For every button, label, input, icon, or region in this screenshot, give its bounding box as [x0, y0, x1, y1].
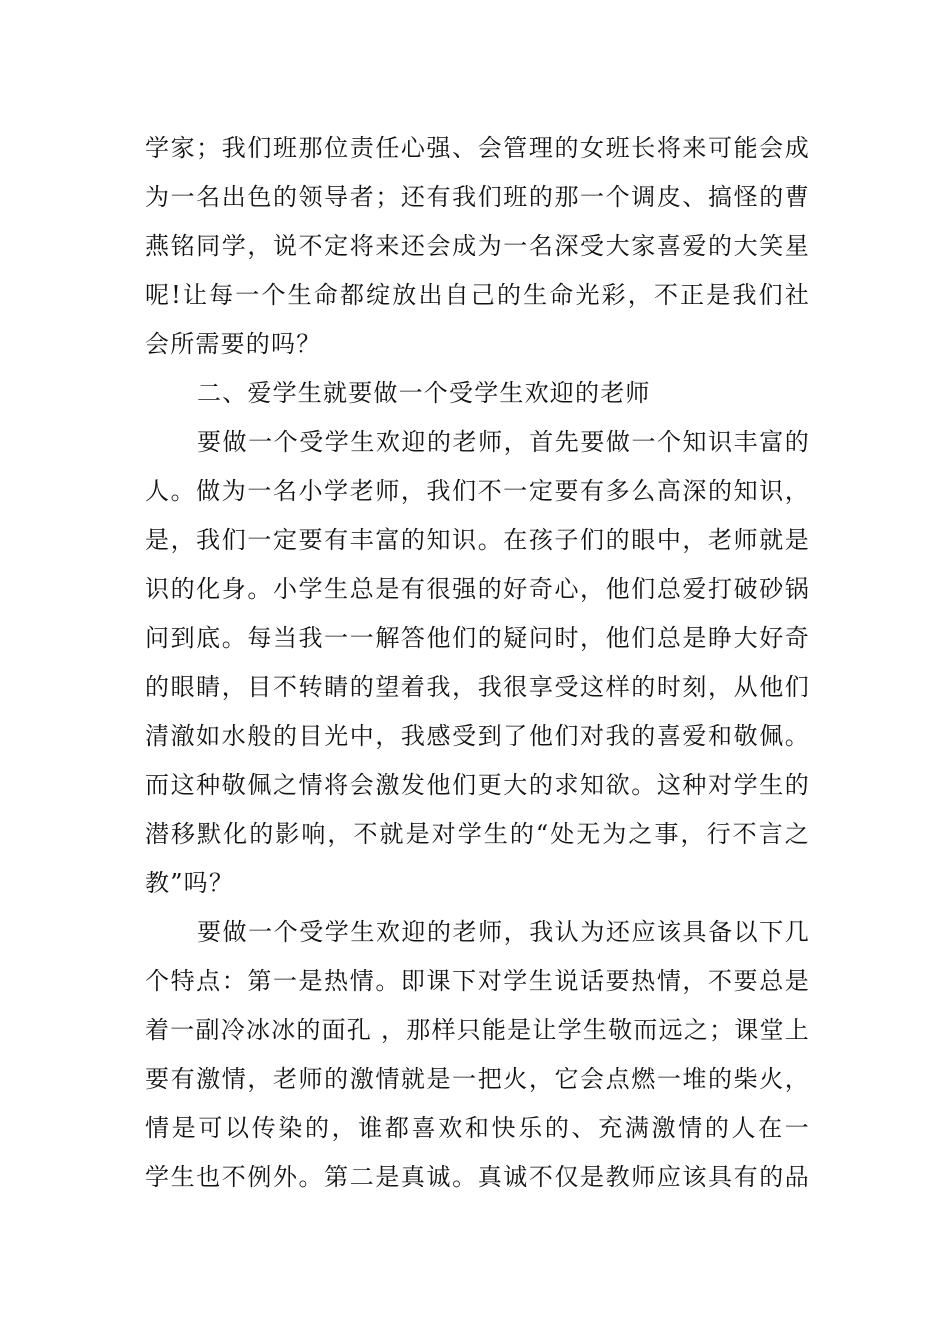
- text-line: 潜移默化的影响，不就是对学生的“处无为之事，行不言之: [145, 820, 810, 848]
- text-line: 清澈如水般的目光中，我感受到了他们对我的喜爱和敬佩。: [145, 722, 810, 750]
- text-line: 为一名出色的领导者；还有我们班的那一个调皮、搞怪的曹: [145, 183, 810, 211]
- text-line: 燕铭同学，说不定将来还会成为一名深受大家喜爱的大笑星: [145, 232, 810, 260]
- text-line: 情是可以传染的，谁都喜欢和快乐的、充满激情的人在一: [145, 1114, 810, 1142]
- text-line: 个特点：第一是热情。即课下对学生说话要热情，不要总是: [145, 967, 810, 995]
- text-line: 问到底。每当我一一解答他们的疑问时，他们总是睁大好奇: [145, 624, 810, 652]
- text-line: 的眼睛，目不转睛的望着我，我很享受这样的时刻，从他们: [145, 673, 810, 701]
- text-line: 而这种敬佩之情将会激发他们更大的求知欲。这种对学生的: [145, 771, 810, 799]
- body-text: [145, 124, 810, 1202]
- text-line: 是，我们一定要有丰富的知识。在孩子们的眼中，老师就是: [145, 526, 810, 554]
- text-line: 教”吗？: [145, 869, 235, 897]
- text-line: 会所需要的吗？: [145, 330, 322, 358]
- text-line: 要做一个受学生欢迎的老师，首先要做一个知识丰富的: [197, 428, 810, 456]
- text-line: 要有激情，老师的激情就是一把火，它会点燃一堆的柴火，: [145, 1065, 810, 1093]
- section-heading: 二、爱学生就要做一个受学生欢迎的老师: [197, 379, 651, 407]
- text-line: 人。做为一名小学老师，我们不一定要有多么高深的知识，: [145, 477, 810, 505]
- text-line: 学家；我们班那位责任心强、会管理的女班长将来可能会成: [145, 134, 810, 162]
- text-line: 呢!让每一个生命都绽放出自己的生命光彩，不正是我们社: [145, 281, 810, 309]
- text-line: 学生也不例外。第二是真诚。真诚不仅是教师应该具有的品: [145, 1163, 810, 1191]
- text-line: 要做一个受学生欢迎的老师，我认为还应该具备以下几: [197, 918, 810, 946]
- text-line: 识的化身。小学生总是有很强的好奇心，他们总爱打破砂锅: [145, 575, 810, 603]
- text-line: 着一副冷冰冰的面孔 ，那样只能是让学生敬而远之；课堂上: [145, 1016, 810, 1044]
